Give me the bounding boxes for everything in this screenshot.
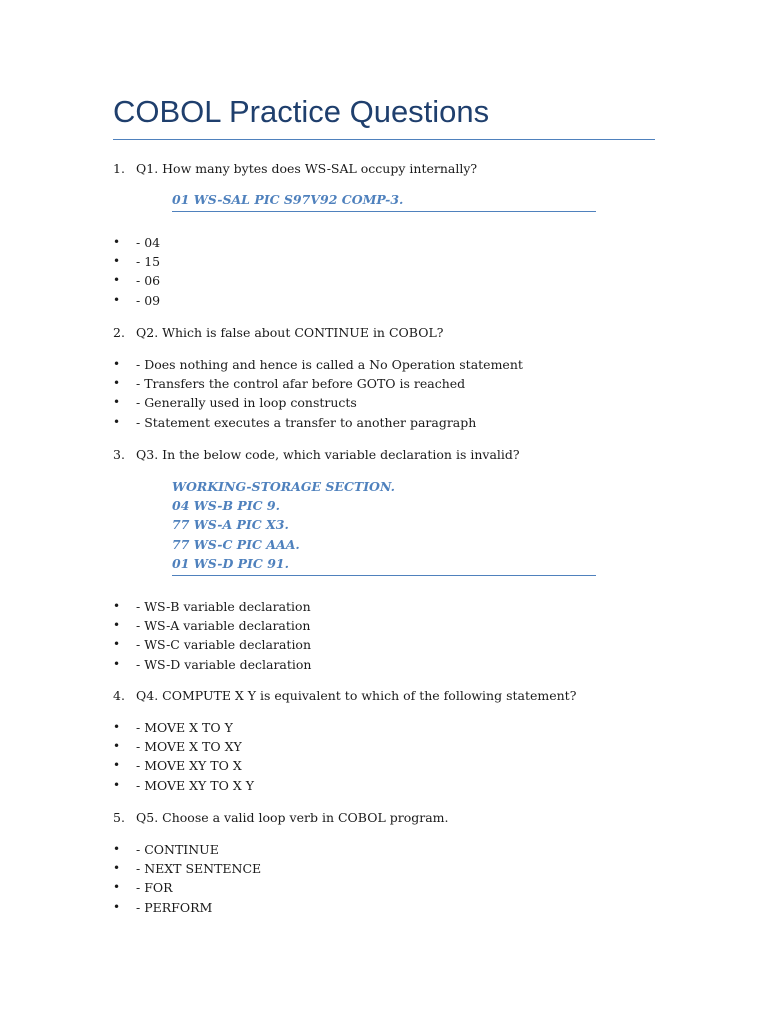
options-list-1 [113,233,160,310]
question-2 [113,323,443,342]
bullet-icon: • [113,842,121,856]
option-text: - 04 [136,235,161,250]
option-text: - MOVE X TO XY [136,739,242,755]
list-item [113,597,311,616]
code-block-1 [172,190,596,212]
bullet-icon: • [113,599,121,613]
question-3 [113,445,520,464]
options-list-5 [113,840,261,917]
page-title: COBOL Practice Questions [113,94,490,129]
option-text: - FOR [136,880,173,896]
option-text: - Does nothing and hence is called a No Operation statement [136,357,523,372]
list-item [113,355,523,374]
list-item [113,393,523,412]
question-text: Q4. COMPUTE X Y is equivalent to which of the following statement? [136,688,577,703]
option-text: - MOVE XY TO X Y [136,777,254,793]
option-text: - MOVE X TO Y [136,720,233,735]
bullet-icon: • [113,739,121,754]
list-item [113,718,254,737]
question-number: 2. [113,325,125,340]
option-text: - PERFORM [136,899,213,915]
bullet-icon: • [113,273,121,288]
list-item [113,252,160,271]
list-item [113,776,254,795]
bullet-icon: • [113,395,121,410]
list-item [113,374,523,393]
list-item [113,840,261,859]
code-line: WORKING-STORAGE SECTION. [172,479,395,494]
bullet-icon: • [113,254,121,269]
list-item [113,271,160,290]
option-text: - Generally used in loop constructs [136,395,357,411]
bullet-icon: • [113,899,121,914]
option-text: - 09 [136,292,161,308]
code-line: 01 WS-SAL PIC S97V92 COMP-3. [172,192,404,207]
list-item [113,898,261,917]
list-item [113,655,311,674]
code-block-3 [172,477,596,576]
title-underline [113,139,655,140]
bullet-icon: • [113,357,121,371]
bullet-icon: • [113,292,121,307]
option-text: - NEXT SENTENCE [136,861,262,877]
question-number: 5. [113,810,125,825]
code-line: 04 WS-B PIC 9. [172,498,280,514]
code-line: 77 WS-A PIC X3. [172,517,289,533]
question-number: 4. [113,688,125,703]
bullet-icon: • [113,758,121,773]
option-text: - WS-A variable declaration [136,618,311,634]
list-item [113,859,261,878]
list-item [113,878,261,897]
question-5 [113,808,448,827]
option-text: - CONTINUE [136,842,219,857]
bullet-icon: • [113,777,121,792]
list-item [113,291,160,310]
options-list-3 [113,597,311,674]
list-item [113,737,254,756]
bullet-icon: • [113,414,121,429]
list-item [113,616,311,635]
list-item [113,635,311,654]
bullet-icon: • [113,618,121,633]
question-text: Q1. How many bytes does WS-SAL occupy internally? [136,161,478,176]
option-text: - Transfers the control afar before GOTO is reached [136,376,466,392]
question-number: 3. [113,447,125,462]
options-list-4 [113,718,254,795]
options-list-2 [113,355,523,432]
question-text: Q5. Choose a valid loop verb in COBOL program. [136,810,449,825]
bullet-icon: • [113,656,121,671]
list-item [113,756,254,775]
option-text: - WS-C variable declaration [136,637,312,653]
option-text: - WS-B variable declaration [136,599,311,614]
list-item [113,233,160,252]
bullet-icon: • [113,235,121,249]
bullet-icon: • [113,861,121,876]
code-line: 77 WS-C PIC AAA. [172,536,300,552]
option-text: - 06 [136,273,161,289]
bullet-icon: • [113,880,121,895]
bullet-icon: • [113,376,121,391]
option-text: - Statement executes a transfer to another paragraph [136,414,477,430]
question-text: Q2. Which is false about CONTINUE in COBOL? [136,325,444,340]
list-item [113,413,523,432]
question-number: 1. [113,161,125,176]
bullet-icon: • [113,637,121,652]
question-4 [113,686,576,705]
option-text: - MOVE XY TO X [136,758,242,774]
option-text: - WS-D variable declaration [136,656,312,672]
code-line: 01 WS-D PIC 91. [172,555,289,571]
question-text: Q3. In the below code, which variable declaration is invalid? [136,447,520,462]
option-text: - 15 [136,254,161,270]
bullet-icon: • [113,720,121,734]
question-1 [113,159,477,178]
